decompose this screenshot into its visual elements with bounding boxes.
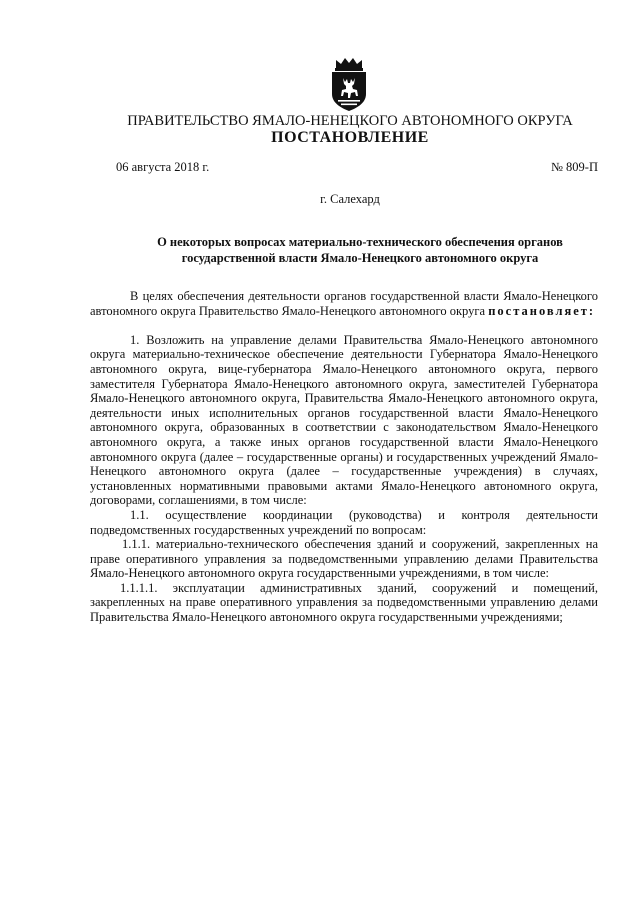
document-type: ПОСТАНОВЛЕНИЕ (271, 129, 429, 146)
government-title: ПРАВИТЕЛЬСТВО ЯМАЛО-НЕНЕЦКОГО АВТОНОМНОГО ОКРУГА (127, 113, 573, 129)
document-number: № 809-П (551, 160, 598, 174)
document-body (90, 289, 598, 625)
intro-paragraph (90, 289, 598, 318)
coat-of-arms-icon (326, 56, 372, 112)
document-city: г. Салехард (320, 192, 380, 206)
paragraph-1: 1. Возложить на управление делами Правительства Ямало-Ненецкого автономного округа материально-техническое обеспечение деятельности Губернатора Ямало-Ненецкого автономного округа, вице-губернатора Ямало-Ненецкого автономного округа, первого заместителя Губернатора Ямало-Ненецкого автономного округа, заместителей Губернатора Ямало-Ненецкого автономного округа, Правительства Ямало-Ненецкого автономного округа, деятельности иных исполнительных органов государственной власти Ямало-Ненецкого автономного округа, образованных в соответствии с законодательством Ямало-Ненецкого автономного округа, а также иных органов государственной власти Ямало-Ненецкого автономного округа (далее – государственные органы) и государственных учреждений Ямало-Ненецкого автономного округа (далее – государственные учреждения) в случаях, установленных нормативными правовыми актами Ямало-Ненецкого автономного округа, договорами, соглашениями, в том числе: (90, 332, 598, 508)
document-date: 06 августа 2018 г. (116, 160, 210, 174)
paragraph-1-1-1-1: 1.1.1.1. эксплуатации административных зданий, сооружений и помещений, закрепленных на праве оперативного управления за подведомственными управлению делами Правительства Ямало-Ненецкого автономного округа государственными учреждениями; (90, 580, 598, 625)
paragraph-1-1-1: 1.1.1. материально-технического обеспечения зданий и сооружений, закрепленных на праве оперативного управления за подведомственными управлению делами Правительства Ямало-Ненецкого автономного округа государственными учреждениями, в том числе: (90, 537, 598, 581)
intro-emphasis: постановляет: (488, 303, 596, 318)
document-subject: О некоторых вопросах материально-технического обеспечения органов государственной власти Ямало-Ненецкого автономного округа (157, 235, 563, 265)
intro-text: В целях обеспечения деятельности органов государственной власти Ямало-Ненецкого автономного округа Правительство Ямало-Ненецкого автономного округа (90, 289, 598, 318)
paragraph-1-1: 1.1. осуществление координации (руководства) и контроля деятельности подведомственных государственных учреждений по вопросам: (90, 507, 598, 537)
